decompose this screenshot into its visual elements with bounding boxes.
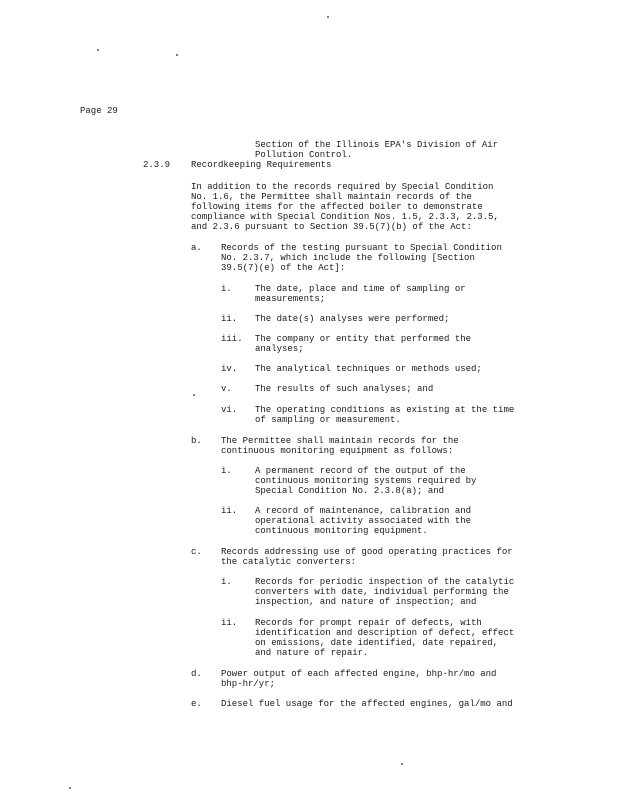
item-b-ii-label: ii. [221, 506, 238, 516]
item-b-line: The Permittee shall maintain records for the [221, 436, 459, 446]
item-a-i-line: The date, place and time of sampling or [255, 284, 466, 294]
item-c-ii-line: identification and description of defect, effect [255, 628, 515, 638]
item-c-i-line: converters with date, individual performing the [255, 587, 509, 597]
continued-heading-line: Pollution Control. [255, 150, 353, 160]
item-a-label: a. [191, 243, 202, 253]
item-a-iii-label: iii. [221, 334, 243, 344]
intro-line: following items for the affected boiler to demonstrate [191, 202, 483, 212]
intro-line: compliance with Special Condition Nos. 1.5, 2.3.3, 2.3.5, [191, 212, 499, 222]
item-b-ii-line: continuous monitoring equipment. [255, 526, 428, 536]
scan-speck [401, 763, 403, 765]
item-c-line: the catalytic converters: [221, 557, 357, 567]
item-c-i-label: i. [221, 577, 232, 587]
item-a-iv-line: The analytical techniques or methods used; [255, 364, 482, 374]
item-d-line: bhp-hr/yr; [221, 679, 276, 689]
item-e-line: Diesel fuel usage for the affected engines, gal/mo and [221, 699, 513, 709]
item-a-vi-line: of sampling or measurement. [255, 415, 401, 425]
item-a-ii-label: ii. [221, 314, 238, 324]
scan-speck [327, 16, 329, 18]
item-b-label: b. [191, 436, 202, 446]
item-d-line: Power output of each affected engine, bhp-hr/mo and [221, 669, 497, 679]
item-a-vi-label: vi. [221, 405, 238, 415]
item-a-v-line: The results of such analyses; and [255, 384, 434, 394]
item-a-i-line: measurements; [255, 294, 326, 304]
item-b-ii-line: A record of maintenance, calibration and [255, 506, 472, 516]
item-c-ii-line: Records for prompt repair of defects, with [255, 618, 482, 628]
intro-line: and 2.3.6 pursuant to Section 39.5(7)(b) of the Act: [191, 222, 472, 232]
item-e-label: e. [191, 699, 202, 709]
item-b-ii-line: operational activity associated with the [255, 516, 472, 526]
item-c-ii-line: on emissions, date identified, date repaired, [255, 638, 499, 648]
item-a-i-label: i. [221, 284, 232, 294]
scan-speck [69, 787, 71, 789]
item-b-i-line: A permanent record of the output of the [255, 466, 466, 476]
item-c-ii-line: and nature of repair. [255, 648, 369, 658]
page-number: Page 29 [80, 106, 118, 116]
item-d-label: d. [191, 669, 202, 679]
item-a-line: Records of the testing pursuant to Special Condition [221, 243, 502, 253]
section-number: 2.3.9 [143, 160, 171, 170]
item-a-ii-line: The date(s) analyses were performed; [255, 314, 450, 324]
section-title: Recordkeeping Requirements [191, 160, 332, 170]
item-b-i-label: i. [221, 466, 232, 476]
item-a-iv-label: iv. [221, 364, 238, 374]
intro-line: No. 1.6, the Permittee shall maintain records of the [191, 192, 472, 202]
item-a-line: No. 2.3.7, which include the following [Section [221, 253, 475, 263]
item-c-ii-label: ii. [221, 618, 238, 628]
item-a-iii-line: The company or entity that performed the [255, 334, 472, 344]
intro-line: In addition to the records required by Special Condition [191, 182, 494, 192]
item-a-line: 39.5(7)(e) of the Act]: [221, 263, 346, 273]
scan-speck [176, 54, 178, 56]
scan-speck [193, 394, 195, 396]
item-c-i-line: inspection, and nature of inspection; and [255, 597, 477, 607]
item-a-vi-line: The operating conditions as existing at the time [255, 405, 515, 415]
scan-speck [97, 49, 99, 51]
item-a-iii-line: analyses; [255, 344, 304, 354]
continued-heading-line: Section of the Illinois EPA's Division of Air [255, 140, 499, 150]
item-c-i-line: Records for periodic inspection of the catalytic [255, 577, 515, 587]
item-a-v-label: v. [221, 384, 232, 394]
item-b-i-line: Special Condition No. 2.3.8(a); and [255, 486, 445, 496]
item-c-line: Records addressing use of good operating practices for [221, 547, 513, 557]
item-b-i-line: continuous monitoring systems required by [255, 476, 477, 486]
item-c-label: c. [191, 547, 202, 557]
item-b-line: continuous monitoring equipment as follows: [221, 446, 454, 456]
